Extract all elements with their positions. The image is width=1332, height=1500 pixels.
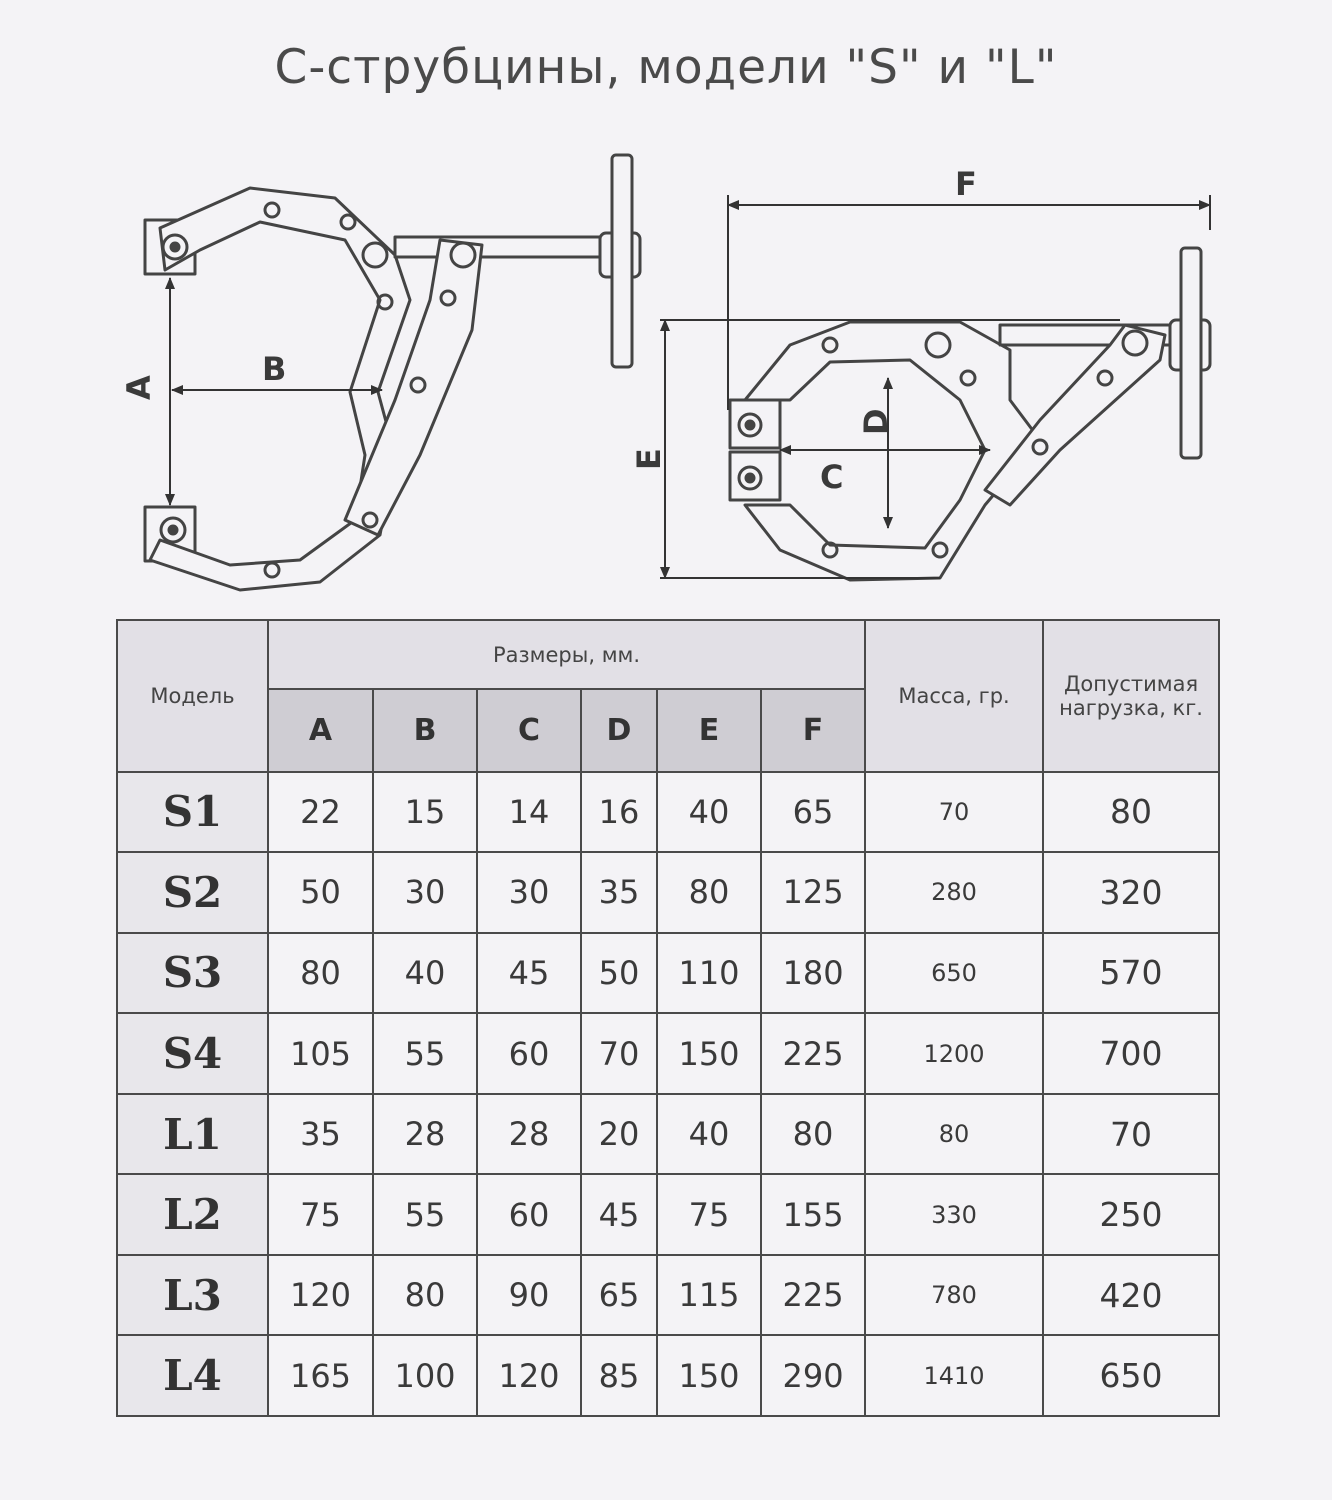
cell-dim-b: 55 (373, 1174, 477, 1255)
cell-mass: 280 (865, 852, 1043, 933)
dim-label-D: D (857, 408, 895, 435)
cell-mass: 330 (865, 1174, 1043, 1255)
cell-dim-b: 40 (373, 933, 477, 1014)
clamp-diagram (0, 0, 1332, 610)
cell-model: S4 (117, 1013, 268, 1094)
cell-dim-c: 60 (477, 1013, 581, 1094)
cell-load: 320 (1043, 852, 1219, 933)
cell-dim-d: 45 (581, 1174, 657, 1255)
dim-label-A: A (120, 375, 158, 400)
cell-model: S2 (117, 852, 268, 933)
cell-dim-d: 65 (581, 1255, 657, 1336)
specs-table (116, 619, 1220, 1417)
cell-load: 570 (1043, 933, 1219, 1014)
header-dimensions: Размеры, мм. (268, 620, 865, 689)
cell-load: 420 (1043, 1255, 1219, 1336)
cell-dim-f: 125 (761, 852, 865, 933)
cell-dim-e: 40 (657, 1094, 761, 1175)
table-row (117, 1013, 1219, 1094)
header-dim-b: B (373, 689, 477, 771)
cell-dim-f: 180 (761, 933, 865, 1014)
cell-model: S1 (117, 772, 268, 853)
dim-label-B: B (262, 350, 287, 388)
table-body (117, 772, 1219, 1416)
header-dim-d: D (581, 689, 657, 771)
table-row (117, 1094, 1219, 1175)
header-dim-a: A (268, 689, 373, 771)
cell-dim-e: 115 (657, 1255, 761, 1336)
cell-mass: 780 (865, 1255, 1043, 1336)
cell-model: L2 (117, 1174, 268, 1255)
cell-dim-f: 80 (761, 1094, 865, 1175)
header-dim-c: C (477, 689, 581, 771)
cell-dim-f: 65 (761, 772, 865, 853)
cell-dim-c: 60 (477, 1174, 581, 1255)
cell-dim-c: 30 (477, 852, 581, 933)
cell-model: L4 (117, 1335, 268, 1416)
cell-dim-c: 28 (477, 1094, 581, 1175)
cell-dim-f: 155 (761, 1174, 865, 1255)
cell-dim-c: 120 (477, 1335, 581, 1416)
cell-dim-e: 110 (657, 933, 761, 1014)
header-mass: Масса, гр. (865, 620, 1043, 772)
cell-mass: 1200 (865, 1013, 1043, 1094)
cell-dim-d: 16 (581, 772, 657, 853)
cell-dim-c: 90 (477, 1255, 581, 1336)
cell-mass: 70 (865, 772, 1043, 853)
cell-dim-a: 75 (268, 1174, 373, 1255)
table-row (117, 933, 1219, 1014)
cell-dim-e: 80 (657, 852, 761, 933)
cell-dim-a: 105 (268, 1013, 373, 1094)
clamp-left-drawing (145, 155, 640, 590)
cell-dim-e: 150 (657, 1013, 761, 1094)
cell-dim-f: 225 (761, 1255, 865, 1336)
cell-load: 70 (1043, 1094, 1219, 1175)
cell-dim-a: 50 (268, 852, 373, 933)
cell-dim-e: 40 (657, 772, 761, 853)
cell-dim-d: 35 (581, 852, 657, 933)
cell-dim-d: 20 (581, 1094, 657, 1175)
cell-dim-b: 80 (373, 1255, 477, 1336)
cell-load: 700 (1043, 1013, 1219, 1094)
cell-dim-c: 14 (477, 772, 581, 853)
cell-dim-d: 50 (581, 933, 657, 1014)
table-row (117, 852, 1219, 933)
cell-mass: 80 (865, 1094, 1043, 1175)
cell-dim-e: 150 (657, 1335, 761, 1416)
header-dim-e: E (657, 689, 761, 771)
cell-dim-a: 165 (268, 1335, 373, 1416)
header-dim-f: F (761, 689, 865, 771)
cell-dim-b: 30 (373, 852, 477, 933)
table-row (117, 1174, 1219, 1255)
cell-load: 250 (1043, 1174, 1219, 1255)
cell-mass: 650 (865, 933, 1043, 1014)
cell-model: S3 (117, 933, 268, 1014)
cell-dim-a: 35 (268, 1094, 373, 1175)
header-load-line1: Допустимая (1063, 671, 1199, 696)
table-row (117, 1255, 1219, 1336)
header-load (1043, 620, 1219, 772)
cell-dim-a: 80 (268, 933, 373, 1014)
dim-label-F: F (955, 165, 977, 203)
cell-dim-a: 22 (268, 772, 373, 853)
cell-dim-d: 70 (581, 1013, 657, 1094)
cell-dim-b: 55 (373, 1013, 477, 1094)
cell-model: L3 (117, 1255, 268, 1336)
header-model: Модель (117, 620, 268, 772)
cell-mass: 1410 (865, 1335, 1043, 1416)
page-title: С-струбцины, модели "S" и "L" (274, 40, 1058, 95)
table-row (117, 772, 1219, 853)
dim-label-C: C (820, 458, 844, 496)
cell-dim-e: 75 (657, 1174, 761, 1255)
cell-model: L1 (117, 1094, 268, 1175)
header-load-line2: нагрузка, кг. (1059, 695, 1203, 720)
cell-dim-d: 85 (581, 1335, 657, 1416)
cell-dim-a: 120 (268, 1255, 373, 1336)
cell-dim-b: 28 (373, 1094, 477, 1175)
cell-dim-b: 15 (373, 772, 477, 853)
dim-label-E: E (630, 448, 668, 470)
clamp-right-drawing (730, 248, 1210, 580)
cell-dim-f: 225 (761, 1013, 865, 1094)
table-row (117, 1335, 1219, 1416)
cell-load: 80 (1043, 772, 1219, 853)
cell-load: 650 (1043, 1335, 1219, 1416)
cell-dim-c: 45 (477, 933, 581, 1014)
cell-dim-f: 290 (761, 1335, 865, 1416)
cell-dim-b: 100 (373, 1335, 477, 1416)
